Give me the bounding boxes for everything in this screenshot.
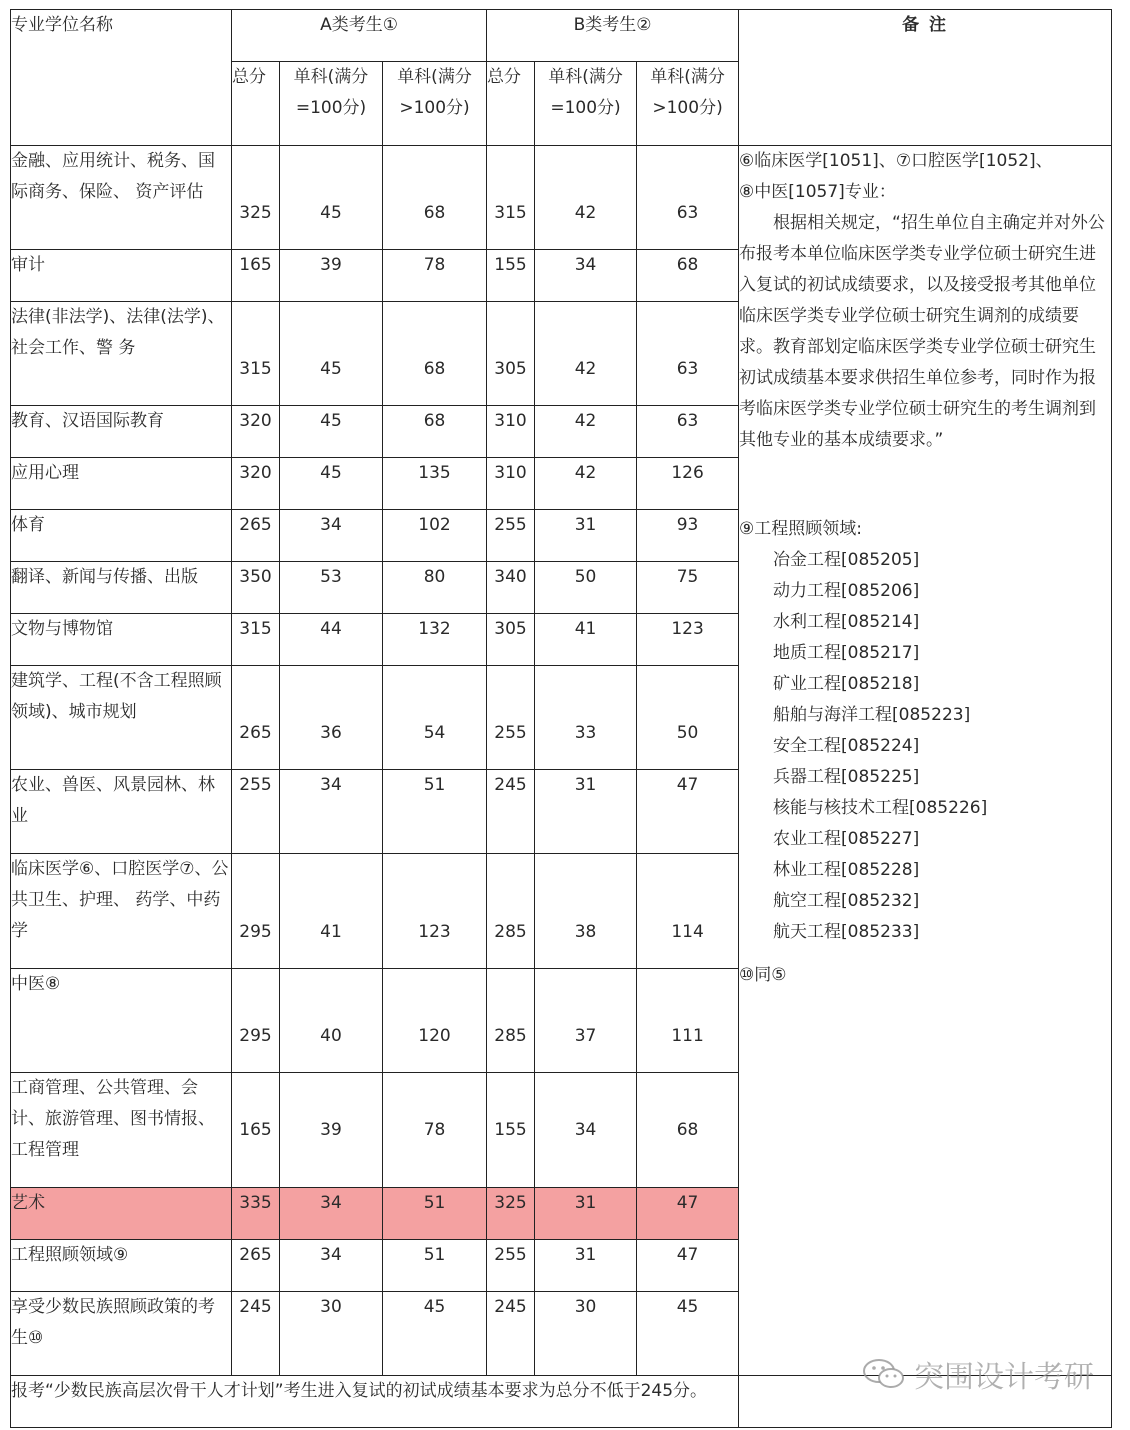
b-single-gt100: 114 bbox=[637, 854, 739, 969]
b-total: 285 bbox=[487, 854, 535, 969]
b-single-100: 31 bbox=[535, 1240, 637, 1292]
header-a-single-gt100: 单科(满分 >100分) bbox=[383, 62, 487, 146]
b-total: 155 bbox=[487, 1073, 535, 1188]
b-single-gt100: 111 bbox=[637, 969, 739, 1073]
a-single-gt100: 51 bbox=[383, 1240, 487, 1292]
header-name: 专业学位名称 bbox=[11, 10, 232, 146]
list-item: 矿业工程[085218] bbox=[773, 674, 920, 694]
list-item: 兵器工程[085225] bbox=[773, 767, 920, 787]
b-single-100: 31 bbox=[535, 510, 637, 562]
a-total: 245 bbox=[232, 1292, 280, 1376]
watermark-text: 突围设计考研 bbox=[914, 1360, 1094, 1395]
watermark bbox=[862, 1352, 1094, 1396]
a-single-100: 34 bbox=[280, 1240, 383, 1292]
header-a-single-100: 单科(满分 =100分) bbox=[280, 62, 383, 146]
remark-engineering-title: ⑨工程照顾领域: bbox=[739, 519, 863, 539]
a-total: 325 bbox=[232, 146, 280, 250]
b-single-100: 42 bbox=[535, 458, 637, 510]
a-single-gt100: 51 bbox=[383, 770, 487, 854]
a-single-100: 41 bbox=[280, 854, 383, 969]
a-total: 265 bbox=[232, 1240, 280, 1292]
b-single-gt100: 93 bbox=[637, 510, 739, 562]
a-single-gt100: 132 bbox=[383, 614, 487, 666]
header-b-single-gt100: 单科(满分 >100分) bbox=[637, 62, 739, 146]
row-name: 应用心理 bbox=[11, 458, 232, 510]
a-single-100: 39 bbox=[280, 250, 383, 302]
b-total: 325 bbox=[487, 1188, 535, 1240]
row-name: 艺术 bbox=[11, 1188, 232, 1240]
a-single-100: 44 bbox=[280, 614, 383, 666]
b-single-100: 34 bbox=[535, 1073, 637, 1188]
b-single-gt100: 75 bbox=[637, 562, 739, 614]
a-total: 320 bbox=[232, 406, 280, 458]
row-name: 中医⑧ bbox=[11, 969, 232, 1073]
a-single-gt100: 54 bbox=[383, 666, 487, 770]
b-single-gt100: 50 bbox=[637, 666, 739, 770]
header-b-single-100: 单科(满分 =100分) bbox=[535, 62, 637, 146]
a-single-gt100: 45 bbox=[383, 1292, 487, 1376]
header-notes: 备 注 bbox=[739, 10, 1112, 146]
b-single-gt100: 63 bbox=[637, 406, 739, 458]
b-single-100: 42 bbox=[535, 146, 637, 250]
a-single-gt100: 68 bbox=[383, 146, 487, 250]
list-item: 冶金工程[085205] bbox=[773, 550, 920, 570]
a-single-100: 30 bbox=[280, 1292, 383, 1376]
a-total: 315 bbox=[232, 302, 280, 406]
list-item: 林业工程[085228] bbox=[773, 860, 920, 880]
row-name: 工程照顾领域⑨ bbox=[11, 1240, 232, 1292]
a-single-100: 34 bbox=[280, 510, 383, 562]
a-total: 295 bbox=[232, 854, 280, 969]
a-single-gt100: 78 bbox=[383, 1073, 487, 1188]
b-single-gt100: 63 bbox=[637, 302, 739, 406]
row-name: 文物与博物馆 bbox=[11, 614, 232, 666]
list-item: 船舶与海洋工程[085223] bbox=[773, 705, 971, 725]
header-group-b: B类考生② bbox=[487, 10, 739, 62]
remark-medical-body: 根据相关规定，“招生单位自主确定并对外公布报考本单位临床医学类专业学位硕士研究生进入复试的初试成绩要求，以及接受报考其他单位临床医学类专业学位硕士研究生调剂的成绩要求。教育部划定临床医学类专业学位硕士研究生初试成绩基本要求供招生单位参考，同时作为报考临床医学类专业学位硕士研究生的考生调剂到其他专业的基本成绩要求。” bbox=[739, 213, 1105, 450]
remark-medical-line2: ⑧中医[1057]专业： bbox=[739, 182, 896, 202]
remarks-cell bbox=[739, 146, 1112, 1376]
a-total: 265 bbox=[232, 510, 280, 562]
list-item: 航天工程[085233] bbox=[773, 922, 920, 942]
row-name: 审计 bbox=[11, 250, 232, 302]
a-total: 165 bbox=[232, 1073, 280, 1188]
a-total: 255 bbox=[232, 770, 280, 854]
row-name: 翻译、新闻与传播、出版 bbox=[11, 562, 232, 614]
b-total: 310 bbox=[487, 406, 535, 458]
b-single-100: 33 bbox=[535, 666, 637, 770]
a-single-100: 34 bbox=[280, 770, 383, 854]
engineering-field-list bbox=[739, 545, 1111, 948]
b-total: 285 bbox=[487, 969, 535, 1073]
b-total: 155 bbox=[487, 250, 535, 302]
a-total: 315 bbox=[232, 614, 280, 666]
a-single-gt100: 68 bbox=[383, 302, 487, 406]
b-total: 315 bbox=[487, 146, 535, 250]
list-item: 地质工程[085217] bbox=[773, 643, 920, 663]
b-single-gt100: 123 bbox=[637, 614, 739, 666]
a-single-100: 45 bbox=[280, 302, 383, 406]
a-single-gt100: 68 bbox=[383, 406, 487, 458]
b-single-100: 38 bbox=[535, 854, 637, 969]
footer-note: 报考“少数民族高层次骨干人才计划”考生进入复试的初试成绩基本要求为总分不低于245分。 bbox=[11, 1376, 739, 1428]
b-total: 255 bbox=[487, 510, 535, 562]
remark-same-as: ⑩同⑤ bbox=[739, 965, 787, 985]
b-single-gt100: 47 bbox=[637, 770, 739, 854]
a-single-100: 40 bbox=[280, 969, 383, 1073]
row-name: 教育、汉语国际教育 bbox=[11, 406, 232, 458]
list-item: 安全工程[085224] bbox=[773, 736, 920, 756]
b-single-gt100: 47 bbox=[637, 1240, 739, 1292]
b-single-gt100: 68 bbox=[637, 250, 739, 302]
a-total: 350 bbox=[232, 562, 280, 614]
list-item: 水利工程[085214] bbox=[773, 612, 920, 632]
a-single-gt100: 78 bbox=[383, 250, 487, 302]
row-name: 临床医学⑥、口腔医学⑦、公共卫生、护理、 药学、中药学 bbox=[11, 854, 232, 969]
b-single-gt100: 45 bbox=[637, 1292, 739, 1376]
b-total: 255 bbox=[487, 1240, 535, 1292]
b-single-gt100: 68 bbox=[637, 1073, 739, 1188]
b-single-gt100: 126 bbox=[637, 458, 739, 510]
a-single-100: 39 bbox=[280, 1073, 383, 1188]
b-single-gt100: 47 bbox=[637, 1188, 739, 1240]
a-single-100: 45 bbox=[280, 406, 383, 458]
a-single-gt100: 120 bbox=[383, 969, 487, 1073]
b-total: 305 bbox=[487, 302, 535, 406]
a-single-100: 34 bbox=[280, 1188, 383, 1240]
row-name: 享受少数民族照顾政策的考生⑩ bbox=[11, 1292, 232, 1376]
list-item: 核能与核技术工程[085226] bbox=[773, 798, 988, 818]
b-total: 340 bbox=[487, 562, 535, 614]
row-name: 工商管理、公共管理、会计、旅游管理、图书情报、工程管理 bbox=[11, 1073, 232, 1188]
a-single-gt100: 51 bbox=[383, 1188, 487, 1240]
row-name: 体育 bbox=[11, 510, 232, 562]
b-single-100: 34 bbox=[535, 250, 637, 302]
a-total: 165 bbox=[232, 250, 280, 302]
a-total: 320 bbox=[232, 458, 280, 510]
b-single-100: 31 bbox=[535, 1188, 637, 1240]
row-name: 法律(非法学)、法律(法学)、社会工作、警 务 bbox=[11, 302, 232, 406]
a-total: 295 bbox=[232, 969, 280, 1073]
list-item: 农业工程[085227] bbox=[773, 829, 920, 849]
list-item: 航空工程[085232] bbox=[773, 891, 920, 911]
a-single-100: 53 bbox=[280, 562, 383, 614]
a-single-100: 45 bbox=[280, 146, 383, 250]
b-single-100: 42 bbox=[535, 302, 637, 406]
a-single-100: 36 bbox=[280, 666, 383, 770]
wechat-icon bbox=[862, 1357, 906, 1391]
a-single-gt100: 123 bbox=[383, 854, 487, 969]
b-single-100: 42 bbox=[535, 406, 637, 458]
a-total: 265 bbox=[232, 666, 280, 770]
list-item: 动力工程[085206] bbox=[773, 581, 920, 601]
a-single-gt100: 135 bbox=[383, 458, 487, 510]
row-name: 金融、应用统计、税务、国际商务、保险、 资产评估 bbox=[11, 146, 232, 250]
b-single-gt100: 63 bbox=[637, 146, 739, 250]
header-group-a: A类考生① bbox=[232, 10, 487, 62]
score-table bbox=[10, 9, 1112, 1428]
table-row bbox=[11, 146, 1112, 250]
b-total: 255 bbox=[487, 666, 535, 770]
header-b-total: 总分 bbox=[487, 62, 535, 146]
header-a-total: 总分 bbox=[232, 62, 280, 146]
b-single-100: 37 bbox=[535, 969, 637, 1073]
b-total: 245 bbox=[487, 1292, 535, 1376]
b-single-100: 41 bbox=[535, 614, 637, 666]
b-single-100: 50 bbox=[535, 562, 637, 614]
b-single-100: 31 bbox=[535, 770, 637, 854]
remark-medical-line1: ⑥临床医学[1051]、⑦口腔医学[1052]、 bbox=[739, 151, 1053, 171]
a-single-gt100: 80 bbox=[383, 562, 487, 614]
row-name: 建筑学、工程(不含工程照顾领域)、城市规划 bbox=[11, 666, 232, 770]
b-total: 245 bbox=[487, 770, 535, 854]
a-single-100: 45 bbox=[280, 458, 383, 510]
a-total: 335 bbox=[232, 1188, 280, 1240]
b-single-100: 30 bbox=[535, 1292, 637, 1376]
b-total: 310 bbox=[487, 458, 535, 510]
row-name: 农业、兽医、风景园林、林业 bbox=[11, 770, 232, 854]
a-single-gt100: 102 bbox=[383, 510, 487, 562]
b-total: 305 bbox=[487, 614, 535, 666]
